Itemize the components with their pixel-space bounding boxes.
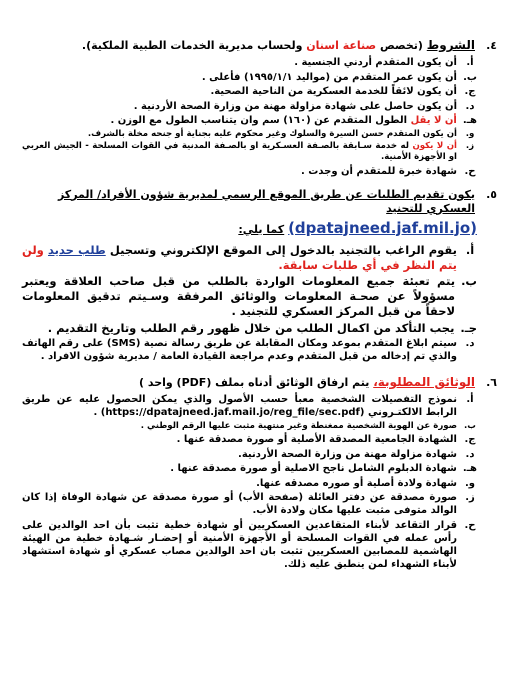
item-text: يجب التأكد من اكمال الطلب من خلال ظهور رقم الطلب وتاريخ التقديم . xyxy=(47,320,455,335)
item-letter: ج. xyxy=(464,434,476,445)
item-letter: ب. xyxy=(464,420,476,431)
item-text: يقوم الراغب بالتجنيد بالدخول إلى الموقع الإلكتروني وتسجيل xyxy=(109,242,457,257)
list-item xyxy=(22,243,477,273)
item-text: نموذج التفصيلات الشخصية معبأ حسب الأصول والذي يمكن الحصول عليه عن طريق الرابط الالكتـروني (https://dpatajneed.jaf.mail.jo/reg_file/sec.pdf) . xyxy=(22,394,457,418)
section-tail: يتم ارفاق الوثائق أدناه بملف (PDF) واحد ) xyxy=(138,376,370,389)
section-number: ٤. xyxy=(486,39,497,52)
section-heading: الشروط xyxy=(426,38,475,52)
item-letter: د. xyxy=(465,448,475,460)
item-letter: أ. xyxy=(466,394,474,405)
item-text-blue: طلب جديد xyxy=(47,242,106,257)
item-text: صورة عن الهوية الشخصية ممغنطة وغير منتهية مثبت عليها الرقم الوطني . xyxy=(140,420,457,431)
list-item xyxy=(22,462,477,475)
section-number: ٥. xyxy=(486,187,497,201)
item-text-red: أن لا يكون xyxy=(412,141,457,151)
item-text-red: ولن يتم النظر في أي طلبات سابقة. xyxy=(22,242,457,272)
item-text-red: أن لا يقل xyxy=(410,115,457,126)
list-item xyxy=(22,100,477,113)
item-text: يتم تعبئة جميع المعلومات الواردة بالطلب من قبل صاحب العلاقة ويعتبر مسؤولاً عن صحـة المعلومات والوثائق المرفقة وسـيتم تدقيق المعلومات لاحقاً من قبل المركز العسكري للتجنيد . xyxy=(22,274,456,318)
item-text: أن يكون حاصل على شهادة مزاولة مهنة من وزارة الصحة الأردنية . xyxy=(133,100,457,112)
item-text-wrap xyxy=(22,243,457,273)
section-5-url-line xyxy=(22,219,477,239)
item-letter: و. xyxy=(464,477,475,489)
item-letter: ب. xyxy=(463,71,477,83)
section-note-red: صناعة اسنان xyxy=(306,39,377,52)
item-letter: جـ. xyxy=(460,320,477,335)
list-item xyxy=(22,165,477,178)
list-item xyxy=(22,274,477,319)
section-6-header xyxy=(22,375,497,390)
item-text: صورة مصدقة عن دفتر العائلة (صفحة الأب) أو صورة مصدقة عن شهادة الوفاة إذا كان الوالد متوفى مثبت عليها مكان ولادة الأب. xyxy=(22,492,457,516)
item-letter: ح. xyxy=(464,519,476,531)
item-text: شهادة مزاولة مهنة من وزارة الصحة الأردنية. xyxy=(238,448,457,460)
item-text: سيتم ابلاغ المتقدم بموعد ومكان المقابلة عن طريق رسالة نصية (SMS) على رقم الهاتف والذي تم إدخاله من قبل المتقدم وعدم مراجعة القيادة العامة / مديرية شؤون الافراد . xyxy=(22,338,457,362)
item-text: أن يكون المتقدم أردني الجنسية . xyxy=(294,57,457,68)
list-item xyxy=(22,85,477,98)
section-title xyxy=(139,375,475,390)
list-item xyxy=(22,321,477,336)
item-text: أن يكون عمر المتقدم من (مواليد ١٩٩٥/١/١) فأعلى . xyxy=(201,71,457,83)
section-note-pre: (تخصص xyxy=(380,39,423,52)
section-4-header xyxy=(22,38,497,53)
list-item xyxy=(22,448,477,461)
item-text: شهادة الدبلوم الشامل ناجح الاصلية أو صورة مصدقة عنها . xyxy=(170,463,457,474)
item-letter: ح. xyxy=(464,165,476,177)
item-letter: ج. xyxy=(464,86,476,97)
list-item xyxy=(22,477,477,490)
list-item xyxy=(22,71,477,84)
list-item xyxy=(22,114,477,127)
document-page xyxy=(22,38,497,572)
section-heading: الوثائق المطلوبة، xyxy=(373,375,475,389)
list-item xyxy=(22,141,477,163)
item-letter: و. xyxy=(465,128,475,139)
list-item xyxy=(22,393,477,419)
list-item xyxy=(22,433,477,446)
item-text: شهادة ولادة أصلية أو صوره مصدقه عنها. xyxy=(256,477,457,489)
item-text-wrap xyxy=(22,114,457,127)
list-item xyxy=(22,56,477,69)
item-letter: هـ. xyxy=(462,463,477,474)
item-letter: أ. xyxy=(466,57,474,68)
list-item xyxy=(22,129,477,140)
section-number: ٦. xyxy=(486,376,497,389)
item-letter: ب. xyxy=(461,274,477,288)
item-letter: ز. xyxy=(465,492,475,503)
section-title xyxy=(22,188,475,216)
item-text: قرار التقاعد لأبناء المتقاعدين العسكريين أو شهادة خطية تثبت بأن احد الوالدين على رأس عمله في القوات المسلحة أو الأجهزة الأمنية أو إحضـار شـهادة خطية من الهيئة الهاشمية للمصابين العسكريين تثبت بان احد الوالدين مصاب عسكري أو شهادة استشهاد لأبناء الشهداء لمن ينطبق عليه ذلك. xyxy=(22,519,457,570)
list-item xyxy=(22,421,477,432)
item-text-wrap xyxy=(22,141,457,163)
list-item xyxy=(22,519,477,571)
section-tail: كما يلي: xyxy=(238,222,285,236)
item-text: أن يكون لائقاً للخدمة العسكرية من الناحية الصحية. xyxy=(210,86,457,97)
section-title xyxy=(82,38,475,53)
item-text: له خدمة سـابقة بالصـفة العسـكرية او بالصـفة المدنية في القوات المسلحة - الجيش العربي او الأجهزة الأمنية. xyxy=(22,141,457,162)
item-text: أن يكون المتقدم حسن السيرة والسلوك وغير محكوم عليه بجناية أو جنحه مخلة بالشرف. xyxy=(87,128,457,139)
list-item xyxy=(22,337,477,363)
item-letter: ز. xyxy=(465,141,475,151)
item-letter: د. xyxy=(465,100,475,112)
section-5-header xyxy=(22,188,497,216)
item-text: شهادة خبرة للمتقدم أن وجدت . xyxy=(301,165,457,177)
item-text: الشهادة الجامعية المصدقة الأصلية أو صورة مصدقة عنها . xyxy=(176,434,457,445)
section-heading: يكون تقديم الطلبات عن طريق الموقع الرسمي لمديرية شؤون الأفراد/ المركز العسكري للتجنيد xyxy=(57,187,475,215)
item-letter: هـ. xyxy=(462,115,477,126)
recruitment-url-link[interactable]: (dpatajneed.jaf.mil.jo) xyxy=(288,218,477,237)
section-note-post: ولحساب مديرية الخدمات الطبية الملكية). xyxy=(81,39,303,52)
item-letter: د. xyxy=(465,338,475,349)
item-text: الطول المتقدم عن (١٦٠) سم وان يتناسب الطول مع الوزن . xyxy=(110,115,408,126)
item-letter: أ. xyxy=(465,242,475,257)
list-item xyxy=(22,491,477,517)
